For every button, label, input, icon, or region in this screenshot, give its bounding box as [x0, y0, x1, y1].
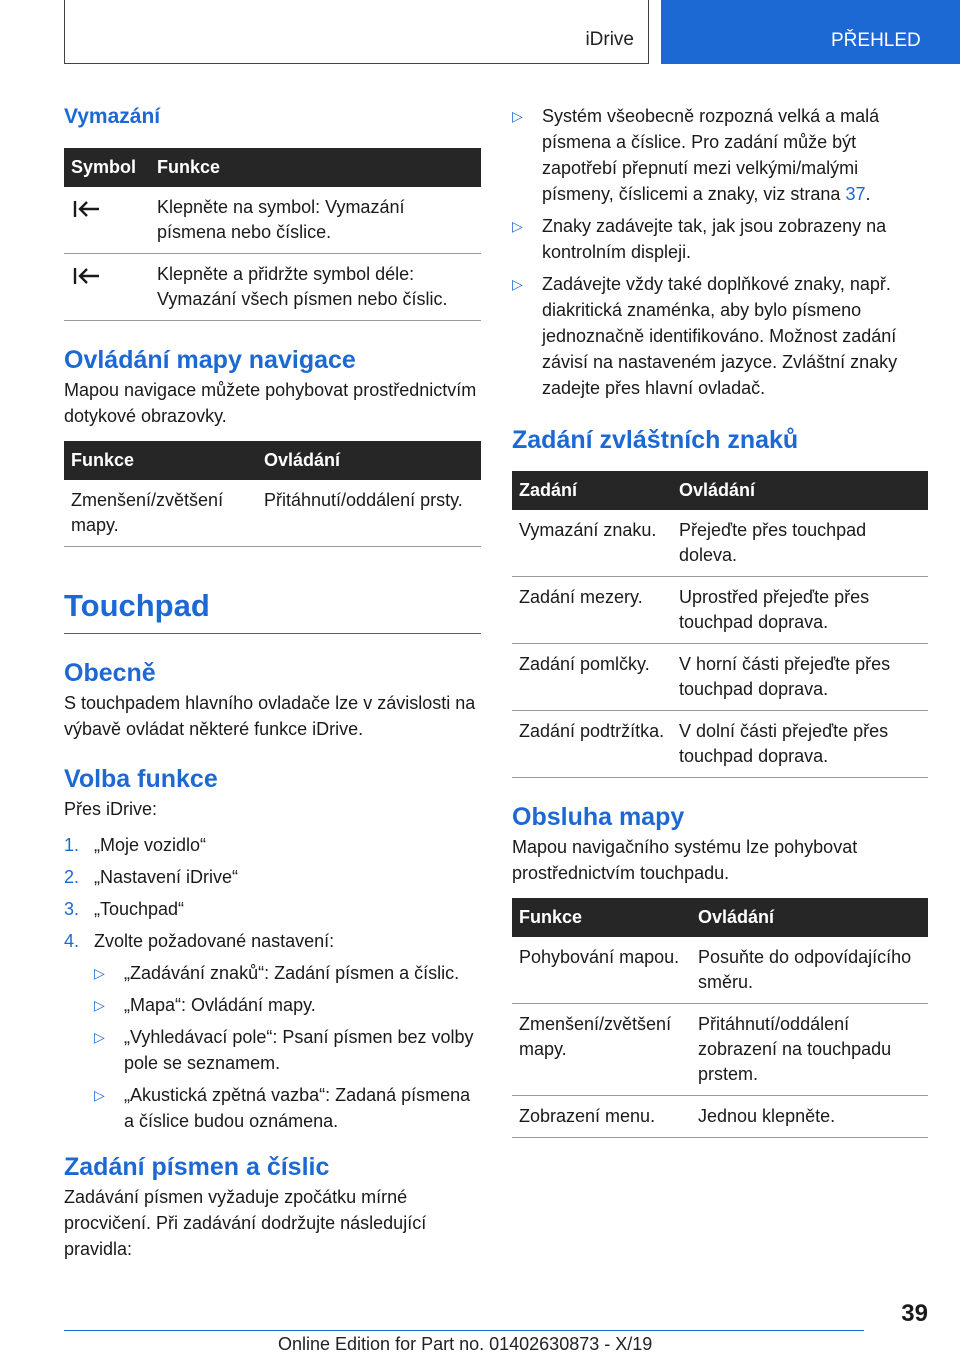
triangle-bullet-icon: ▷	[512, 218, 523, 234]
step-text: „Moje vozidlo“	[94, 835, 207, 855]
list-item	[94, 960, 481, 986]
mapop-row-function: Zobrazení menu.	[512, 1096, 691, 1138]
heading-map-operation: Obsluha mapy	[512, 803, 685, 831]
delete-row-text: Klepněte na symbol: Vymazání písmena nebo číslice.	[150, 187, 481, 254]
header-tab-overview	[661, 0, 960, 64]
triangle-bullet-icon: ▷	[94, 1087, 105, 1103]
col-function: Funkce	[64, 441, 257, 480]
list-item	[94, 1082, 481, 1134]
step-text: „Nastavení iDrive“	[94, 867, 239, 887]
map-row-control: Přitáhnutí/oddálení prsty.	[257, 480, 481, 547]
table-row	[64, 480, 481, 547]
map-intro: Mapou navigace můžete pohybovat prostřednictvím dotykové obrazovky.	[64, 380, 477, 426]
table-row	[512, 644, 928, 711]
col-function: Funkce	[150, 148, 481, 187]
heading-delete: Vymazání	[64, 105, 161, 128]
special-row-input: Zadání pomlčky.	[512, 644, 672, 711]
list-item	[512, 103, 928, 207]
col-input: Zadání	[512, 471, 672, 510]
sub-options-list	[94, 960, 481, 1134]
heading-general: Obecně	[64, 659, 156, 687]
select-intro: Přes iDrive:	[64, 799, 158, 819]
heading-select-function: Volba funkce	[64, 765, 218, 793]
steps-list	[64, 832, 481, 1134]
step-text: Zvolte požadované nastavení:	[94, 931, 335, 951]
step-number: 1.	[64, 835, 80, 855]
special-chars-table	[512, 471, 928, 778]
right-column	[512, 103, 928, 1138]
map-table	[64, 441, 481, 547]
list-item	[512, 271, 928, 401]
left-column	[64, 100, 481, 1262]
mapop-row-control: Přitáhnutí/oddálení zobrazení na touchpadu prstem.	[691, 1004, 928, 1096]
table-row	[512, 510, 928, 577]
mapop-row-control: Posuňte do odpovídajícího směru.	[691, 937, 928, 1004]
mapop-row-control: Jednou klepněte.	[691, 1096, 928, 1138]
header-overview-label: PŘEHLED	[831, 30, 921, 51]
table-row	[512, 711, 928, 778]
triangle-bullet-icon: ▷	[94, 1029, 105, 1045]
delete-row-text: Klepněte a přidržte symbol déle: Vymazání všech písmen nebo číslic.	[150, 254, 481, 321]
table-row	[512, 1096, 928, 1138]
table-row	[512, 937, 928, 1004]
footer-edition: Online Edition for Part no. 01402630873 - X/19	[278, 1334, 653, 1354]
list-item	[64, 928, 481, 1134]
triangle-bullet-icon: ▷	[512, 108, 523, 124]
step-text: „Touchpad“	[94, 899, 185, 919]
rule-text: Zadávejte vždy také doplňkové znaky, např. diakritická znaménka, aby bylo písmeno jednoznačně identifikováno. Možnost zadání závisí na nastaveném jazyce. Zvláštní znaky zadejte přes hlavní ovladač.	[542, 274, 898, 398]
map-operation-table	[512, 898, 928, 1138]
step-number: 4.	[64, 931, 80, 951]
list-item	[64, 896, 481, 922]
sub-option-text: „Akustická zpětná vazba“: Zadaná písmena a číslice budou oznámena.	[124, 1085, 471, 1131]
header-idrive-label: iDrive	[585, 29, 634, 50]
list-item	[512, 213, 928, 265]
list-item	[94, 1024, 481, 1076]
sub-option-text: „Vyhledávací pole“: Psaní písmen bez volby pole se seznamem.	[124, 1027, 474, 1073]
delete-table	[64, 148, 481, 321]
rule-text: Systém všeobecně rozpozná velká a malá písmena a číslice. Pro zadání může být zapotřebí přepnutí mezi velkými/malými písmeny, číslicemi a znaky, viz strana	[542, 106, 880, 204]
heading-special-chars: Zadání zvláštních znaků	[512, 426, 799, 454]
col-control: Ovládání	[691, 898, 928, 937]
table-row	[512, 577, 928, 644]
backspace-icon	[71, 199, 101, 219]
col-control: Ovládání	[672, 471, 928, 510]
page-link[interactable]: 37	[845, 184, 866, 204]
mapop-row-function: Pohybování mapou.	[512, 937, 691, 1004]
general-text: S touchpadem hlavního ovladače lze v závislosti na výbavě ovládat některé funkce iDrive.	[64, 693, 476, 739]
step-number: 2.	[64, 867, 80, 887]
list-item	[94, 992, 481, 1018]
heading-letters-digits: Zadání písmen a číslic	[64, 1153, 330, 1181]
special-row-control: V dolní části přejeďte přes touchpad doprava.	[672, 711, 928, 778]
map-row-function: Zmenšení/zvětšení mapy.	[64, 480, 257, 547]
list-item	[64, 832, 481, 858]
triangle-bullet-icon: ▷	[512, 276, 523, 292]
table-row	[512, 1004, 928, 1096]
sub-option-text: „Mapa“: Ovládání mapy.	[124, 995, 316, 1015]
triangle-bullet-icon: ▷	[94, 997, 105, 1013]
heading-map-control: Ovládání mapy navigace	[64, 346, 356, 374]
page-number: 39	[901, 1300, 928, 1327]
special-row-control: Uprostřed přejeďte přes touchpad doprava.	[672, 577, 928, 644]
sub-option-text: „Zadávání znaků“: Zadání písmen a číslic.	[124, 963, 460, 983]
list-item	[64, 864, 481, 890]
table-row	[64, 187, 481, 254]
col-function: Funkce	[512, 898, 691, 937]
col-symbol: Symbol	[64, 148, 150, 187]
letters-text: Zadávání písmen vyžaduje zpočátku mírné procvičení. Při zadávání dodržujte následující pravidla:	[64, 1187, 427, 1259]
mapop-intro: Mapou navigačního systému lze pohybovat prostřednictvím touchpadu.	[512, 837, 858, 883]
col-control: Ovládání	[257, 441, 481, 480]
backspace-icon	[71, 266, 101, 286]
rules-list	[512, 103, 928, 401]
header-tab-idrive	[64, 0, 649, 64]
special-row-input: Vymazání znaku.	[512, 510, 672, 577]
rule-text: Znaky zadávejte tak, jak jsou zobrazeny na kontrolním displeji.	[542, 216, 887, 262]
table-row	[64, 254, 481, 321]
heading-touchpad: Touchpad	[64, 583, 481, 634]
triangle-bullet-icon: ▷	[94, 965, 105, 981]
step-number: 3.	[64, 899, 80, 919]
special-row-input: Zadání podtržítka.	[512, 711, 672, 778]
mapop-row-function: Zmenšení/zvětšení mapy.	[512, 1004, 691, 1096]
special-row-control: Přejeďte přes touchpad doleva.	[672, 510, 928, 577]
rule-tail: .	[865, 184, 871, 204]
special-row-control: V horní části přejeďte přes touchpad doprava.	[672, 644, 928, 711]
footer-divider	[64, 1330, 864, 1331]
special-row-input: Zadání mezery.	[512, 577, 672, 644]
